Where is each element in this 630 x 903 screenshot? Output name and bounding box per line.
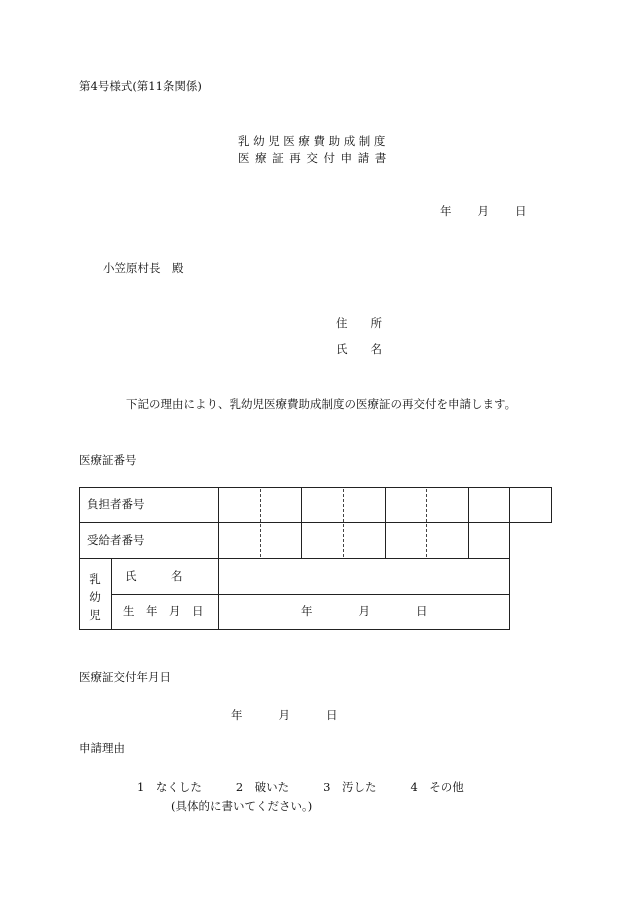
birth-month-label: 月 [358,604,370,618]
issue-day-label: 日 [326,708,338,722]
table-line [111,558,112,630]
issue-date-input[interactable] [231,709,338,723]
payer-number-input[interactable] [219,488,551,522]
child-name-label: 氏 名 [125,569,183,583]
table-line [79,629,510,630]
certificate-table [79,487,552,630]
child-name-input[interactable] [219,559,509,594]
certificate-number-label: 医療証番号 [79,453,137,467]
reason-option-other[interactable]: 4 その他 [410,780,464,794]
form-title-line2: 医療証再交付申請書 [238,151,392,165]
birth-day-label: 日 [416,604,428,618]
birth-year-label: 年 [301,604,313,618]
infant-label: 乳幼児 [89,572,101,622]
reason-option-soiled[interactable]: 3 汚した [323,780,377,794]
recipient-number-input[interactable] [219,523,509,558]
reason-option-torn[interactable]: 2 破いた [235,780,290,794]
reason-note: (具体的に書いてください。) [171,799,313,813]
issue-year-label: 年 [231,708,243,722]
form-title-line1: 乳幼児医療費助成制度 [238,134,389,148]
applicant-address-label: 住 所 [336,316,382,330]
table-line [79,487,80,630]
application-date[interactable] [440,205,527,219]
table-line [111,594,510,595]
application-statement: 下記の理由により、乳幼児医療費助成制度の医療証の再交付を申請します。 [126,397,517,411]
form-number: 第4号様式(第11条関係) [79,79,202,93]
recipient: 小笠原村長 殿 [103,261,184,275]
recipient-number-label: 受給者番号 [87,533,145,547]
reason-option-lost[interactable]: 1 なくした [137,780,202,794]
date-year-label: 年 [440,204,452,218]
birth-date-label: 生 年 月 日 [123,604,204,618]
table-line [551,487,552,523]
reason-options [137,781,464,795]
date-day-label: 日 [515,204,527,218]
date-month-label: 月 [477,204,489,218]
issue-date-label: 医療証交付年月日 [79,670,171,684]
payer-number-label: 負担者番号 [87,497,145,511]
birth-date-input[interactable] [301,605,428,619]
reason-label: 申請理由 [79,741,125,755]
issue-month-label: 月 [278,708,290,722]
applicant-name-label: 氏 名 [336,342,382,356]
